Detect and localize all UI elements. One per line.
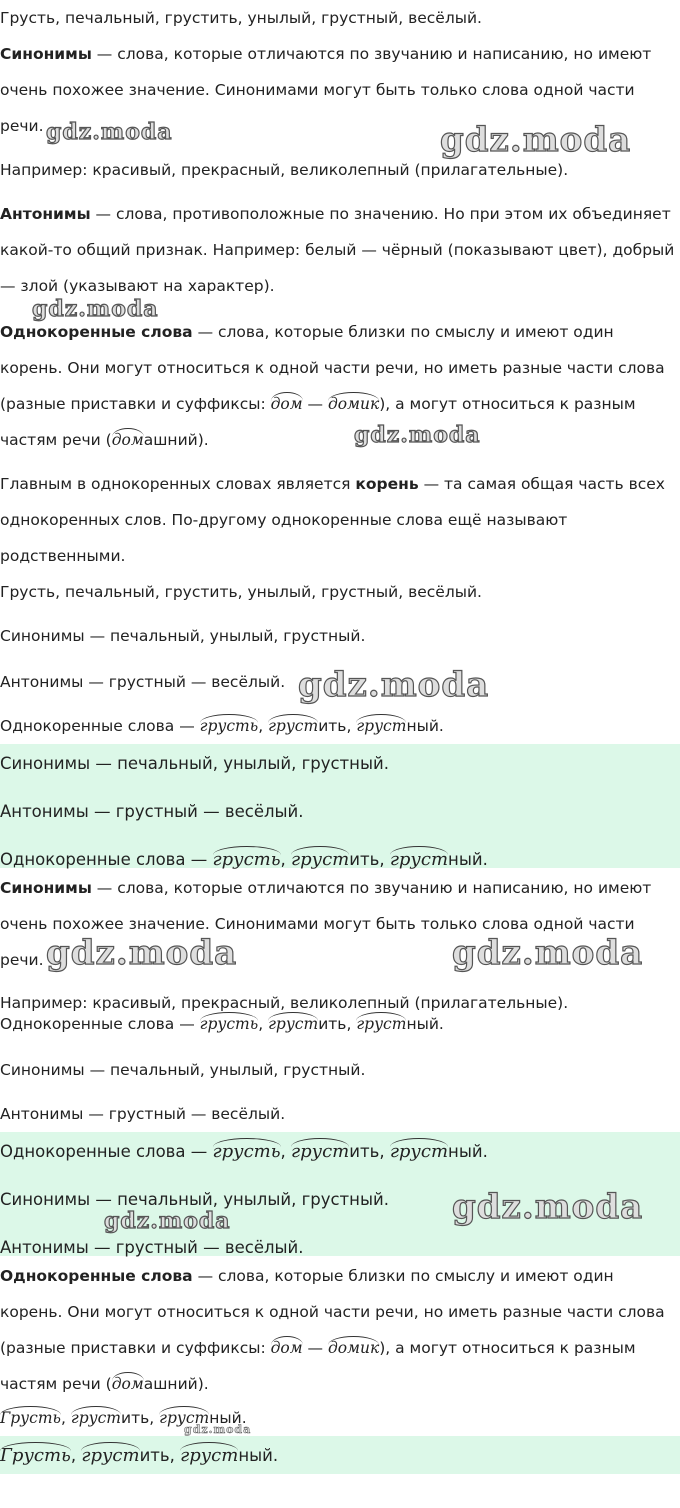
root-grust: груст bbox=[356, 1012, 406, 1033]
answer-cognates-1: Однокоренные слова — грусть, грустить, грустный. bbox=[0, 708, 676, 744]
root-grust: груст bbox=[291, 1138, 349, 1162]
words-line-1: Грусть, печальный, грустить, унылый, грустный, весёлый. bbox=[0, 9, 482, 27]
root-grust: Грусть bbox=[0, 1406, 61, 1427]
root-dom: дом bbox=[271, 392, 303, 413]
synonyms-example-2-clipped: Например: красивый, прекрасный, великолепный (прилагательные). bbox=[0, 994, 569, 1012]
watermark-logo: gdz.moda bbox=[104, 1208, 231, 1234]
root-domik: домик bbox=[328, 392, 379, 413]
answer-cognates-4: Однокоренные слова — грусть, грустить, грустный. bbox=[0, 1134, 676, 1170]
words-line-2: Грусть, печальный, грустить, унылый, грустный, весёлый. bbox=[0, 583, 482, 601]
root-grust: Грусть bbox=[0, 1442, 71, 1466]
antonyms-term: Антонимы bbox=[0, 205, 91, 223]
synonyms-term: Синонимы bbox=[0, 45, 92, 63]
cognates-definition-1: Однокоренные слова — слова, которые близки по смыслу и имеют один корень. Они могут относиться к одной части речи, но иметь разные части слова (разные приставки и суффиксы: дом — домик), а могут относиться к разным частям речи (домашний). bbox=[0, 323, 665, 449]
root-grust: груст bbox=[356, 714, 406, 735]
synonyms-term: Синонимы bbox=[0, 879, 92, 897]
cognates-definition-2: Однокоренные слова — слова, которые близки по смыслу и имеют один корень. Они могут относиться к одной части речи, но иметь разные части слова (разные приставки и суффиксы: дом — домик), а могут относиться к разным частям речи (домашний). bbox=[0, 1267, 665, 1393]
root-grust: грусть bbox=[200, 1012, 259, 1033]
root-grust: груст bbox=[291, 846, 349, 870]
root-domik: домик bbox=[328, 1336, 379, 1357]
root-definition: Главным в однокоренных словах является корень — та самая общая часть всех однокоренных слов. По-другому однокоренные слова ещё называют родственными. bbox=[0, 475, 665, 565]
cognates-term: Однокоренные слова bbox=[0, 323, 193, 341]
synonyms-example-1: Например: красивый, прекрасный, великолепный (прилагательные). bbox=[0, 161, 569, 179]
answer-antonyms-4: Антонимы — грустный — весёлый. bbox=[0, 1238, 304, 1257]
short-cognates-line-1: Грусть, грустить, грустный. bbox=[0, 1400, 676, 1436]
root-grust: груст bbox=[268, 1012, 318, 1033]
root-grust: груст bbox=[268, 714, 318, 735]
cognates-term: Однокоренные слова bbox=[0, 1267, 193, 1285]
root-grust: груст bbox=[71, 1406, 121, 1427]
root-grust: груст bbox=[180, 1442, 238, 1466]
root-grust: груст bbox=[390, 846, 448, 870]
watermark-logo: gdz.moda bbox=[46, 933, 238, 973]
root-grust: груст bbox=[81, 1442, 139, 1466]
watermark-logo: gdz.moda bbox=[440, 120, 632, 160]
watermark-logo: gdz.moda bbox=[452, 933, 644, 973]
watermark-logo: gdz.moda bbox=[184, 1423, 252, 1436]
answer-synonyms-1: Синонимы — печальный, унылый, грустный. bbox=[0, 627, 366, 645]
antonyms-definition bbox=[0, 196, 676, 304]
answer-synonyms-3: Синонимы — печальный, унылый, грустный. bbox=[0, 1061, 366, 1079]
answer-synonyms-4: Синонимы — печальный, унылый, грустный. bbox=[0, 1190, 389, 1209]
root-grust: груст bbox=[159, 1406, 209, 1427]
watermark-logo: gdz.moda bbox=[354, 422, 481, 448]
answer-antonyms-2: Антонимы — грустный — весёлый. bbox=[0, 802, 304, 821]
answer-synonyms-2: Синонимы — печальный, унылый, грустный. bbox=[0, 754, 389, 773]
answer-cognates-3: Однокоренные слова — грусть, грустить, грустный. bbox=[0, 1006, 676, 1042]
watermark-logo: gdz.moda bbox=[452, 1187, 644, 1227]
synonyms-definition-2: Синонимы — слова, которые отличаются по звучанию и написанию, но имеют очень похожее значение. Синонимами могут быть только слова одной части речи. bbox=[0, 879, 652, 969]
antonyms-text: — слова, противоположные по значению. Но при этом их объединяет какой-то общий признак. Например: белый — чёрный (показывают цвет), добрый — злой (указывают на характер). bbox=[0, 205, 675, 295]
answer-cognates-2: Однокоренные слова — грусть, грустить, грустный. bbox=[0, 842, 676, 878]
root-term: корень bbox=[355, 475, 419, 493]
root-grust: грусть bbox=[213, 1138, 281, 1162]
root-grust: груст bbox=[390, 1138, 448, 1162]
watermark-logo: gdz.moda bbox=[46, 119, 173, 145]
answer-antonyms-1: Антонимы — грустный — весёлый. bbox=[0, 673, 286, 691]
watermark-logo: gdz.moda bbox=[298, 665, 490, 705]
answer-antonyms-3: Антонимы — грустный — весёлый. bbox=[0, 1105, 286, 1123]
root-grust: грусть bbox=[200, 714, 259, 735]
watermark-logo: gdz.moda bbox=[32, 296, 159, 322]
root-dom: дом bbox=[271, 1336, 303, 1357]
synonyms-text: — слова, которые отличаются по звучанию и написанию, но имеют очень похожее значение. Синонимами могут быть только слова одной части речи. bbox=[0, 45, 652, 135]
root-grust: грусть bbox=[213, 846, 281, 870]
root-doma: дом bbox=[112, 1372, 144, 1393]
short-cognates-line-2: Грусть, грустить, грустный. bbox=[0, 1438, 676, 1474]
root-doma: дом bbox=[112, 428, 144, 449]
